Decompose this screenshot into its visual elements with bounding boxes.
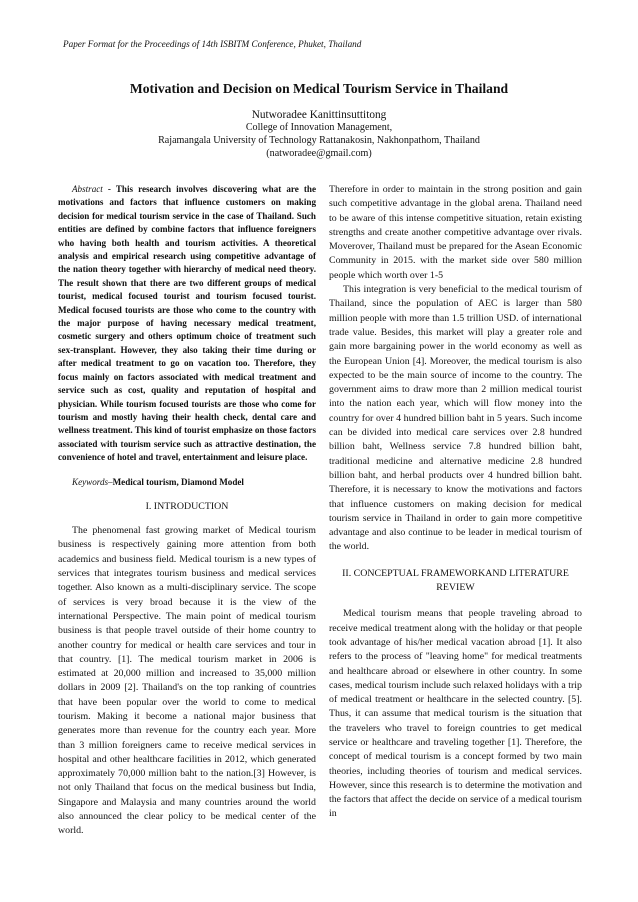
abstract <box>58 183 316 465</box>
keywords-text: Medical tourism, Diamond Model <box>112 476 244 487</box>
keywords-dash: – <box>108 476 113 487</box>
abstract-text: - This research involves discovering what are the motivations and factors that influence customers on making decision for medical tourism service in the case of Thailand. Such entities are defined by combine factors that influence foreigners who having both health and tourism activities. A theoretical analysis and empirical research using competitive advantage of the nation theory together with hierarchy of medical need theory. The result shown that there are two different groups of medical tourist, medical focused tourist and tourism focused tourist. Medical focused tourists are those who come to the country with the major purpose of having necessary medical treatment, cosmetic surgery and others optimum choice of treatment such sex-transplant. However, they also taking their time during or after medical treatment to go on vacation too. Therefore, they focus mainly on factors associated with medical treatment and service such as cost, quality and reputation of hospital and physician. While tourism focused tourists are those who come for tourism and mostly having their health check, dental care and wellness treatment. This kind of tourist emphasize on those factors associated with tourism service such as attractive destination, the convenience of hotel and travel, entertainment and leisure place. <box>58 184 316 463</box>
right-column <box>329 183 582 822</box>
abstract-label: Abstract <box>72 184 103 194</box>
introduction-paragraph: The phenomenal fast growing market of Medical tourism business is respectively gaining more attention from both academics and business field. Medical tourism is a new types of services that integrates tourism business and medical services together. Also known as a multi-disciplinary service. The scope of services is very broad because it is the view of the international Perspective. The main point of medical tourism business is that people travel outside of their home country to another country for medical or health care services and tour in that country. [1]. The medical tourism market in 2006 is estimated at 20,000 million and increased to 35,000 million dollars in 2009 [2]. Thailand's on the top ranking of countries that have been popular over the world to come to medical tourism. Making it become a national major business that generates more than revenue for the country each year. More than 3 million foreigners came to receive medical services in hospital and other healthcare facilities in 2012, which generated approximately 70,000 million baht to the nation.[3] However, is not only Thailand that focus on the medical business but India, Singapore and Malaysia and many countries around the world also announced the clear policy to be medical center of the world. <box>58 525 316 837</box>
paper-title: Motivation and Decision on Medical Tourism Service in Thailand <box>129 81 509 96</box>
keywords <box>58 475 316 489</box>
author-affiliation-university: Rajamangala University of Technology Rattanakosin, Nakhonpathom, Thailand <box>158 134 480 146</box>
author-name: Nutworadee Kanittinsuttitong <box>251 109 387 121</box>
left-column <box>58 183 316 839</box>
running-header: Paper Format for the Proceedings of 14th ISBITM Conference, Phuket, Thailand <box>63 39 362 49</box>
author-email: (natworadee@gmail.com) <box>266 147 372 159</box>
keywords-label: Keywords <box>72 476 109 487</box>
right-paragraph-2: This integration is very beneficial to the medical tourism of Thailand, since the population of AEC is larger than 580 million people with more than 1.5 trillion USD. of international trade value. Besides, this market will play a greater role and gain more bargaining power in the world economy as well as the European Union [4]. Moreover, the medical tourism is also expected to be the main source of income to the country. The government aims to draw more than 2 million medical tourist into the nation each year, which will flow money into the country for over 4 hundred billion baht in 5 years. Such income can be divided into medical care services over 2.8 hundred billion baht, Wellness service 7.8 hundred billion baht, traditional medicine and alternative medicine 2.8 hundred billion baht, and herbal products over 4 hundred billion baht. Therefore, it is necessary to know the motivations and factors that influence customers on making decision for medical tourism service in Thailand in order to gain more competitive advantage and also continue to be leader in medical tourism of the world. <box>329 284 582 553</box>
author-block <box>0 108 638 160</box>
right-paragraph-1: Therefore in order to maintain in the strong position and gain such competitive advantage in the global arena. Thailand need to be aware of this intense competitive situation, retain existing strengths and create another competitive advantage over rivals. Moverover, Thailand must be prepared for the Asean Economic Community in 2015. with the market side over 580 million people which worth over 1-5 <box>329 184 582 281</box>
section-heading-introduction: I. INTRODUCTION <box>145 500 229 512</box>
right-paragraph-3: Medical tourism means that people traveling abroad to receive medical treatment along with the holiday or that people took advantage of his/her medical vacation abroad [1]. It also refers to the process of "leaving home" for medical treatments and healthcare abroad or elsewhere in other country. In some cases, medical tourism include such relaxed holidays with a trip of medical treatment or healthcare in the selected country. [5]. Thus, it can assume that medical tourism is the situation that the travelers who travel to foreign countries to get medical service or healthcare and traveling together [1]. Therefore, the concept of medical tourism is a concept formed by two main theories, including theories of tourism and medical services. However, since this research is to determine the motivation and the factors that affect the decide on service of a medical tourism in <box>329 608 582 820</box>
section-heading-framework: II. CONCEPTUAL FRAMEWORKAND LITERATURE REVIEW <box>342 567 569 594</box>
author-affiliation-college: College of Innovation Management, <box>245 122 393 133</box>
